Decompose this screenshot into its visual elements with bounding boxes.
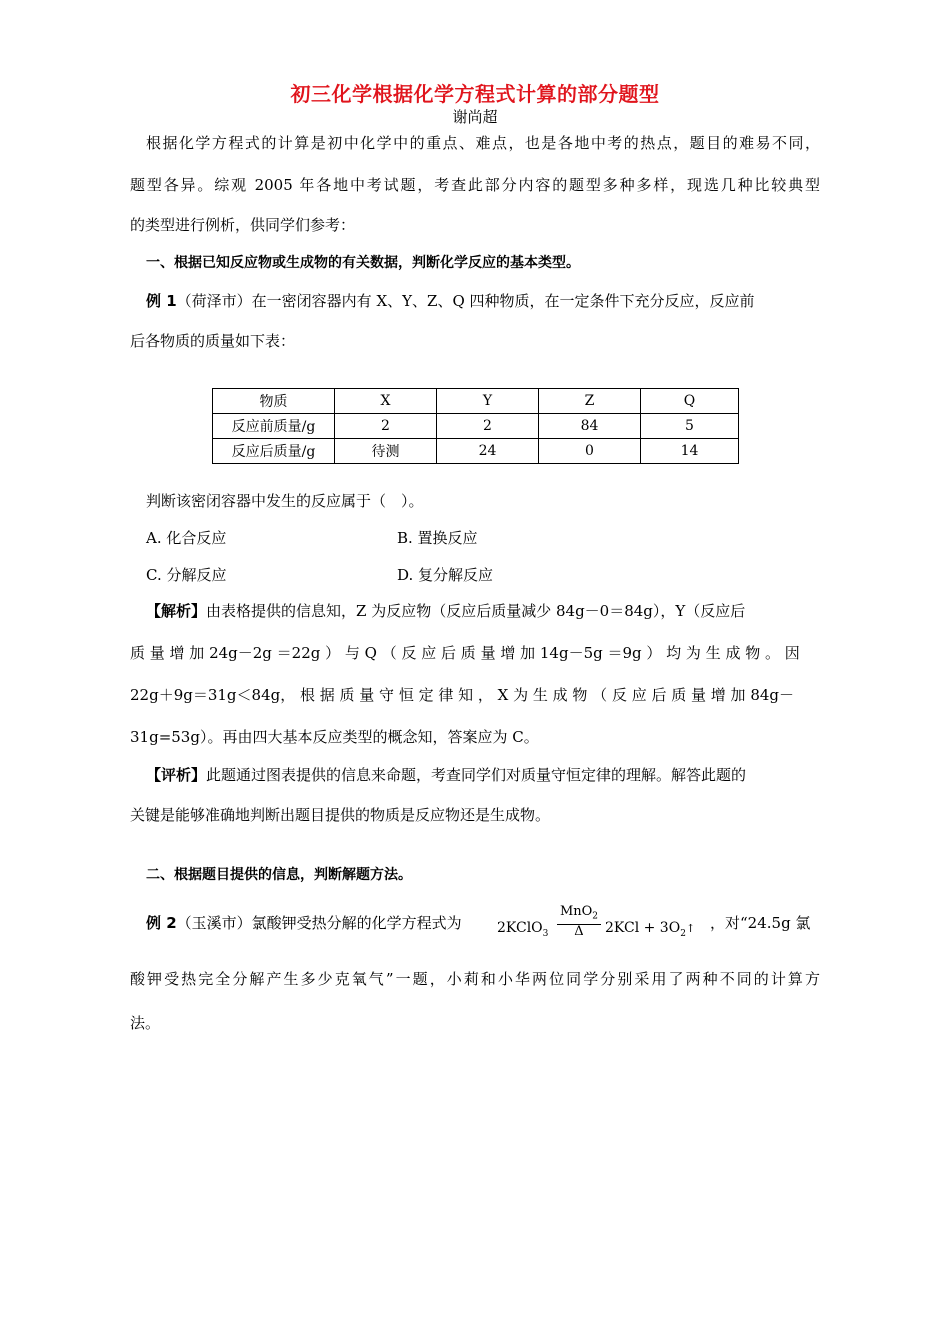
intro-line-1: 根据化学方程式的计算是初中化学中的重点、难点，也是各地中考的热点，题目的难易不同， — [146, 134, 820, 152]
table-row — [213, 439, 739, 464]
table-header-cell: Z — [539, 389, 641, 414]
equation-heat: Δ — [574, 923, 584, 939]
table-header-row — [213, 389, 739, 414]
comment-line-2: 关键是能够准确地判断出题目提供的物质是反应物还是生成物。 — [130, 806, 551, 824]
author-name: 谢尚超 — [452, 108, 498, 126]
intro-line-2: 题型各异。综观 2005 年各地中考试题，考查此部分内容的题型多种多样，现选几种比较典型 — [130, 176, 820, 194]
analysis-line-4: 31g=53g）。再由四大基本反应类型的概念知，答案应为 C。 — [130, 728, 539, 746]
analysis-line-1 — [146, 600, 820, 621]
comment-label: 【评析】 — [146, 766, 207, 784]
document-title: 初三化学根据化学方程式计算的部分题型 — [290, 82, 660, 106]
example1-label: 例 1 — [146, 292, 177, 310]
table-header-cell: X — [335, 389, 437, 414]
analysis-text: 由表格提供的信息知，Z 为反应物（反应后质量减少 84g－0＝84g），Y（反应后 — [206, 602, 746, 620]
analysis-line-3: 22g＋9g＝31g＜84g， 根 据 质 量 守 恒 定 律 知 ， X 为 生 成 物 （ 反 应 后 质 量 增 加 84g－ — [130, 686, 795, 704]
example1-line-1 — [146, 290, 820, 311]
table-cell: 2 — [335, 414, 437, 439]
comment-text: 此题通过图表提供的信息来命题，考查同学们对质量守恒定律的理解。解答此题的 — [206, 766, 747, 784]
option-d: D. 复分解反应 — [397, 566, 494, 584]
table-cell: 5 — [641, 414, 739, 439]
section1-heading: 一、根据已知反应物或生成物的有关数据，判断化学反应的基本类型。 — [146, 255, 580, 271]
example2-line-1b: ，对“24.5g 氯 — [710, 914, 811, 932]
example1-text: （荷泽市）在一密闭容器内有 X、Y、Z、Q 四种物质，在一定条件下充分反应，反应前 — [176, 292, 755, 310]
example2-line-1 — [146, 912, 496, 933]
analysis-label: 【解析】 — [146, 602, 207, 620]
section2-heading: 二、根据题目提供的信息，判断解题方法。 — [146, 867, 412, 883]
table-cell: 反应后质量/g — [213, 439, 335, 464]
example2-label: 例 2 — [146, 914, 177, 932]
intro-line-3: 的类型进行例析，供同学们参考： — [130, 216, 356, 234]
example2-line-2: 酸钾受热完全分解产生多少克氧气”一题，小莉和小华两位同学分别采用了两种不同的计算方 — [130, 970, 820, 988]
question-text: 判断该密闭容器中发生的反应属于（ ）。 — [146, 492, 424, 510]
equation-catalyst: MnO$_2$ — [559, 904, 599, 922]
table-cell: 14 — [641, 439, 739, 464]
chemical-equation — [497, 904, 709, 944]
example1-line-2: 后各物质的质量如下表： — [130, 332, 296, 350]
table-row — [213, 414, 739, 439]
equation-products: $2KCl + 3O_2↑$ — [605, 920, 696, 939]
option-c: C. 分解反应 — [146, 566, 227, 584]
example2-line-3: 法。 — [130, 1014, 161, 1032]
option-a: A. 化合反应 — [146, 529, 227, 547]
table-cell: 反应前质量/g — [213, 414, 335, 439]
equation-condition — [557, 904, 601, 939]
table-cell: 84 — [539, 414, 641, 439]
example2-text: （玉溪市）氯酸钾受热分解的化学方程式为 — [176, 914, 462, 932]
table-cell: 24 — [437, 439, 539, 464]
table-header-cell: Y — [437, 389, 539, 414]
comment-line-1 — [146, 764, 820, 785]
equation-reactant: 2KClO$_3$ — [497, 920, 549, 939]
option-b: B. 置换反应 — [397, 529, 478, 547]
table-header-cell: Q — [641, 389, 739, 414]
analysis-line-2: 质 量 增 加 24g－2g ＝22g ） 与 Q （ 反 应 后 质 量 增 加 14g－5g ＝9g ） 均 为 生 成 物 。 因 — [130, 644, 800, 662]
table-cell: 2 — [437, 414, 539, 439]
table-header-cell: 物质 — [213, 389, 335, 414]
table-cell: 待测 — [335, 439, 437, 464]
table-cell: 0 — [539, 439, 641, 464]
mass-table — [212, 388, 739, 464]
